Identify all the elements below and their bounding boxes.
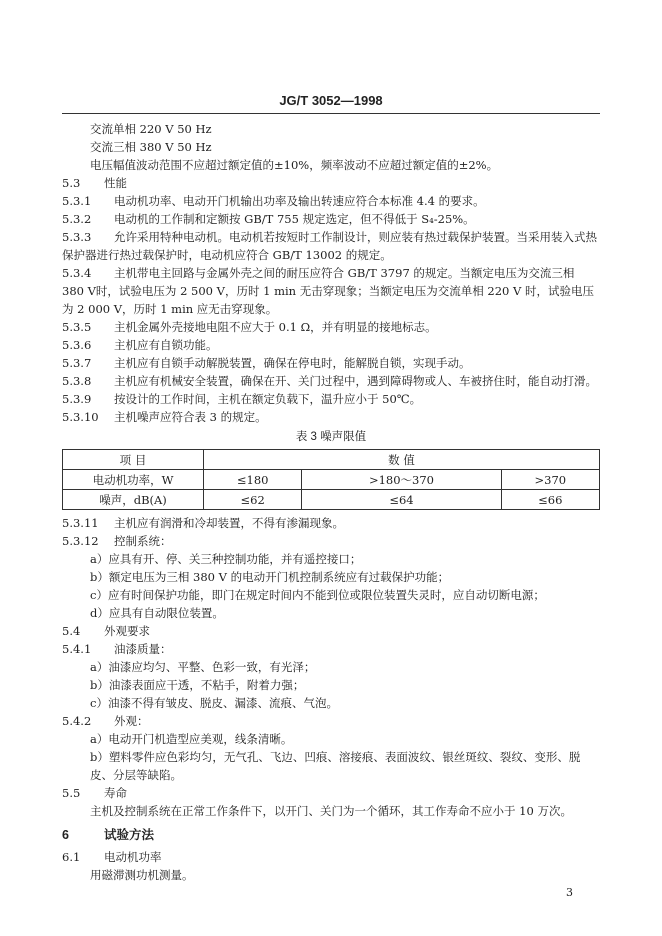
clause-5-3-4: 5.3.4 主机带电主回路与金属外壳之间的耐压应符合 GB/T 3797 的规定。当额定电压为交流三相 380 V时，试验电压为 2 500 V，历时 1 min 无击穿现象；当额定电压为交流单相 220 V 时，试验电压为 2 000 V，历时 1 min 应无击穿现象。 (62, 266, 594, 316)
header-rule (62, 113, 600, 114)
clause-5-3-2: 5.3.2 电动机的工作制和定额按 GB/T 755 规定选定，但不得低于 S₄-25%。 (62, 212, 475, 226)
table-cell: >370 (501, 470, 599, 490)
list-item: c）应有时间保护功能，即门在规定时间内不能到位或限位装置失灵时，应自动切断电源； (90, 588, 545, 602)
table-row (63, 490, 600, 510)
row-label: 噪声，dB(A) (63, 490, 204, 510)
list-item: b）油漆表面应干透，不粘手，附着力强； (90, 678, 305, 692)
lifetime-text: 主机及控制系统在正常工作条件下，以开门、关门为一个循环，其工作寿命不应小于 10 万次。 (90, 804, 572, 818)
voltage-single-phase: 交流单相 220 V 50 Hz (90, 122, 212, 136)
voltage-three-phase: 交流三相 380 V 50 Hz (90, 140, 212, 154)
list-item: b）额定电压为三相 380 V 的电动开门机控制系统应有过载保护功能； (90, 570, 450, 584)
section-5-4-heading: 5.4 外观要求 (62, 624, 150, 638)
section-5-5-heading: 5.5 寿命 (62, 786, 127, 800)
clause-5-3-5: 5.3.5 主机金属外壳接地电阻不应大于 0.1 Ω，并有明显的接地标志。 (62, 320, 437, 334)
clause-5-4-2: 5.4.2 外观： (62, 714, 149, 728)
list-item: a）油漆应均匀、平整、色彩一致，有光泽； (90, 660, 316, 674)
table-3-caption: 表 3 噪声限值 (295, 431, 367, 443)
list-item: a）电动开门机造型应美观，线条清晰。 (90, 732, 293, 746)
list-item: c）油漆不得有皱皮、脱皮、漏漆、流痕、气泡。 (90, 696, 338, 710)
section-6-heading: 6 试验方法 (62, 828, 155, 842)
clause-5-4-1: 5.4.1 油漆质量： (62, 642, 172, 656)
clause-5-3-3: 5.3.3 允许采用特种电动机。电动机若按短时工作制设计，则应装有热过载保护装置。当采用装入式热保护器进行热过载保护时，电动机应符合 GB/T 13002 的规定。 (62, 230, 597, 262)
section-5-3-heading: 5.3 性能 (62, 176, 127, 190)
list-item: a）应具有开、停、关三种控制功能，并有遥控接口； (90, 552, 362, 566)
table-cell: ≤64 (302, 490, 501, 510)
row-label: 电动机功率，W (63, 470, 204, 490)
standard-code: JG/T 3052—1998 (279, 93, 383, 108)
clause-5-3-8: 5.3.8 主机应有机械安全装置，确保在开、关门过程中，遇到障碍物或人、车被挤住时，能自动打滑。 (62, 374, 597, 388)
header-value: 数 值 (204, 450, 600, 470)
motor-power-test-text: 用磁滞测功机测量。 (90, 868, 194, 882)
page-number: 3 (566, 886, 573, 899)
clause-5-3-1: 5.3.1 电动机功率、电动开门机输出功率及输出转速应符合本标准 4.4 的要求。 (62, 194, 485, 208)
table-cell: ≤66 (501, 490, 599, 510)
table-header-row (63, 450, 600, 470)
clause-5-3-11: 5.3.11 主机应有润滑和冷却装置，不得有渗漏现象。 (62, 516, 344, 530)
table-cell: ≤62 (204, 490, 302, 510)
table-cell: >180～370 (302, 470, 501, 490)
clause-5-3-9: 5.3.9 按设计的工作时间，主机在额定负载下，温升应小于 50℃。 (62, 392, 422, 406)
document-body (62, 120, 600, 884)
voltage-fluctuation: 电压幅值波动范围不应超过额定值的±10%，频率波动不应超过额定值的±2%。 (90, 158, 499, 172)
clause-5-3-12: 5.3.12 控制系统： (62, 534, 172, 548)
table-row (63, 470, 600, 490)
list-item: b）塑料零件应色彩均匀，无气孔、飞边、凹痕、溶接痕、表面波纹、银丝斑纹、裂纹、变形、脱皮、分层等缺陷。 (90, 750, 581, 782)
clause-5-3-10: 5.3.10 主机噪声应符合表 3 的规定。 (62, 410, 267, 424)
table-cell: ≤180 (204, 470, 302, 490)
header-item: 项 目 (63, 450, 204, 470)
clause-5-3-6: 5.3.6 主机应有自锁功能。 (62, 338, 218, 352)
clause-5-3-7: 5.3.7 主机应有自锁手动解脱装置，确保在停电时，能解脱自锁，实现手动。 (62, 356, 471, 370)
noise-limit-table (62, 449, 600, 510)
list-item: d）应具有自动限位装置。 (90, 606, 224, 620)
section-6-1-heading: 6.1 电动机功率 (62, 850, 162, 864)
